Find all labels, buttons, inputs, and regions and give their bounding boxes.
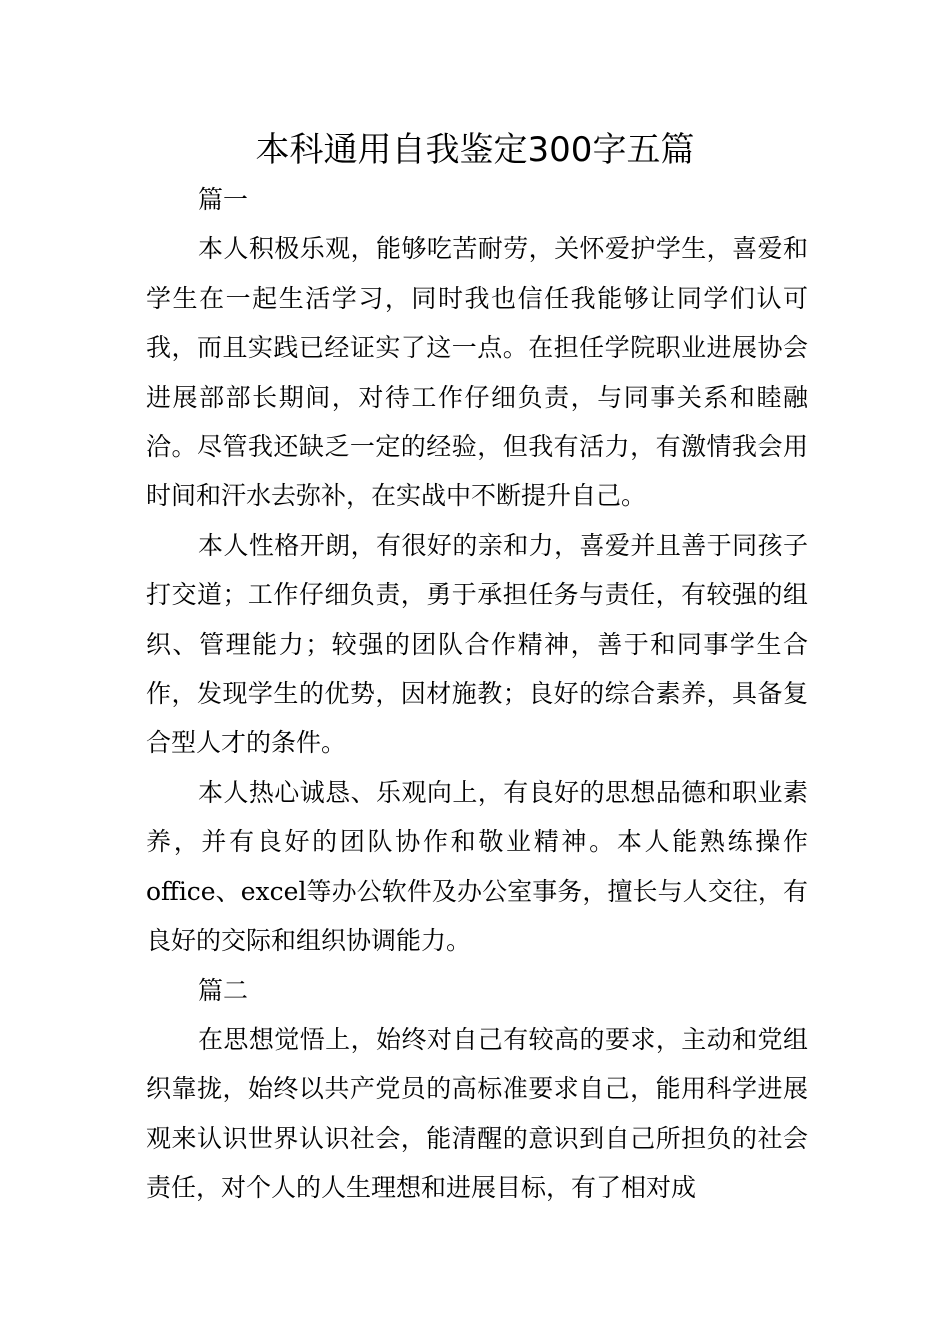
paragraph: 本人性格开朗，有很好的亲和力，喜爱并且善于同孩子打交道；工作仔细负责，勇于承担任务与责任，有较强的组织、管理能力；较强的团队合作精神，善于和同事学生合作，发现学生的优势，因材施教；良好的综合素养，具备复合型人才的条件。 — [146, 530, 808, 758]
section-heading: 篇二 — [198, 975, 249, 1005]
document-title: 本科通用自我鉴定300字五篇 — [255, 130, 695, 170]
paragraph: 本人热心诚恳、乐观向上，有良好的思想品德和职业素养，并有良好的团队协作和敬业精神。本人能熟练操作office、excel等办公软件及办公室事务，擅长与人交往，有良好的交际和组织协调能力。 — [146, 777, 808, 956]
section-heading: 篇一 — [198, 185, 249, 214]
paragraph: 在思想觉悟上，始终对自己有较高的要求，主动和党组织靠拢，始终以共产党员的高标准要求自己，能用科学进展观来认识世界认识社会，能清醒的意识到自己所担负的社会责任，对个人的人生理想和进展目标，有了相对成 — [146, 1024, 808, 1203]
document-body — [146, 175, 808, 1213]
paragraph: 本人积极乐观，能够吃苦耐劳，关怀爱护学生，喜爱和学生在一起生活学习，同时我也信任我能够让同学们认可我，而且实践已经证实了这一点。在担任学院职业进展协会进展部部长期间，对待工作仔细负责，与同事关系和睦融洽。尽管我还缺乏一定的经验，但我有活力，有激情我会用时间和汗水去弥补，在实战中不断提升自己。 — [146, 234, 808, 511]
